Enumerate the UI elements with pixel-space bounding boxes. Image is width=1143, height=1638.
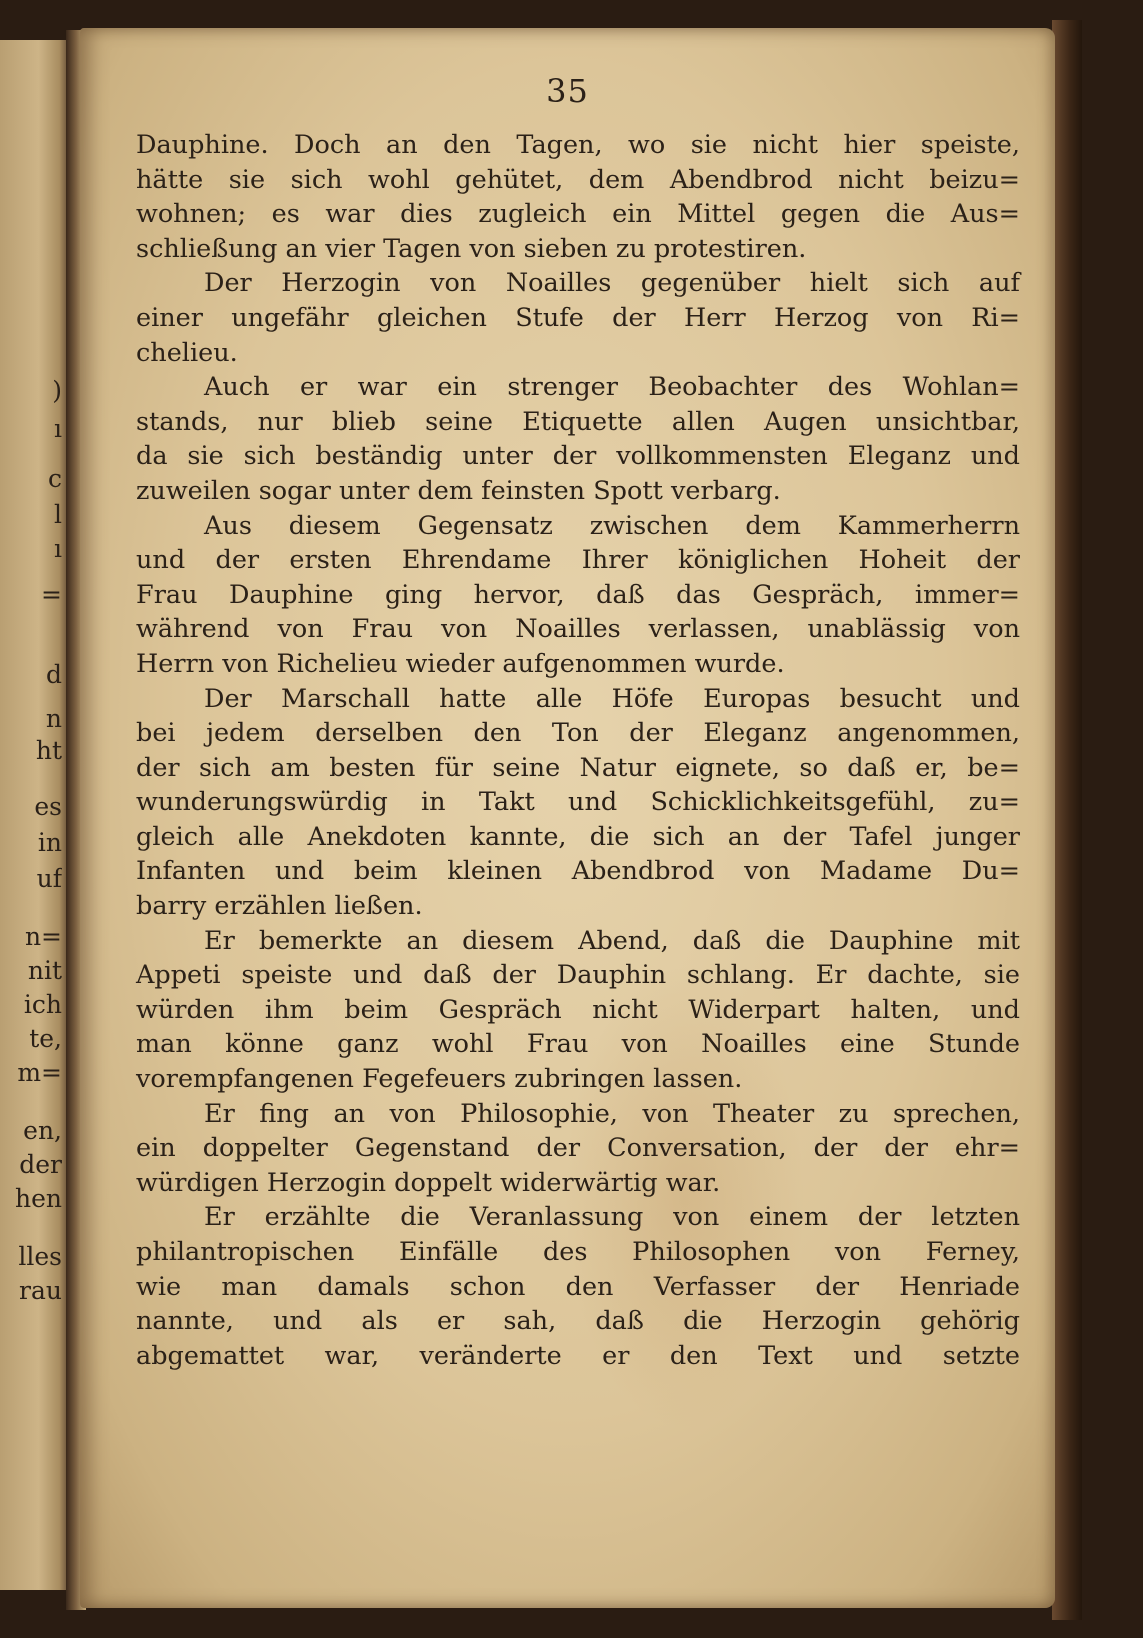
text-line: da sie sich beständig unter der vollkommensten Eleganz und bbox=[136, 441, 1020, 472]
text-line: man könne ganz wohl Frau von Noailles eine Stunde bbox=[136, 1029, 1020, 1060]
text-line: chelieu. bbox=[136, 337, 238, 368]
previous-page-fragment: n bbox=[45, 706, 62, 731]
text-line: bei jedem derselben den Ton der Eleganz angenommen, bbox=[136, 718, 1020, 749]
text-line: Er bemerkte an diesem Abend, daß die Dauphine mit bbox=[204, 925, 1020, 956]
previous-page-fragment: es bbox=[34, 794, 62, 819]
previous-page-fragment: m= bbox=[17, 1060, 62, 1085]
previous-page-fragment: in bbox=[37, 830, 62, 855]
text-line: schließung an vier Tagen von sieben zu protestiren. bbox=[136, 233, 807, 264]
text-line: gleich alle Anekdoten kannte, die sich an der Tafel junger bbox=[136, 821, 1020, 852]
previous-page-fragment: der bbox=[19, 1152, 62, 1177]
previous-page-fragment: uf bbox=[36, 866, 62, 891]
text-line: Der Herzogin von Noailles gegenüber hielt sich auf bbox=[204, 268, 1020, 299]
text-line: während von Frau von Noailles verlassen, unablässig von bbox=[136, 614, 1020, 645]
text-line: hätte sie sich wohl gehütet, dem Abendbrod nicht beizu= bbox=[136, 164, 1020, 195]
text-line: Dauphine. Doch an den Tagen, wo sie nicht hier speiste, bbox=[136, 130, 1020, 160]
previous-page-fragment: ı bbox=[54, 536, 62, 561]
text-line: würdigen Herzogin doppelt widerwärtig war. bbox=[136, 1167, 721, 1198]
text-line: und der ersten Ehrendame Ihrer königlichen Hoheit der bbox=[136, 545, 1020, 576]
text-line: philantropischen Einfälle des Philosophen von Ferney, bbox=[136, 1237, 1020, 1267]
text-line: der sich am besten für seine Natur eignete, so daß er, be= bbox=[136, 752, 1020, 783]
previous-page-edge bbox=[0, 40, 70, 1590]
previous-page-fragment: te, bbox=[29, 1026, 62, 1051]
text-line: ein doppelter Gegenstand der Conversation, der der ehr= bbox=[136, 1133, 1020, 1164]
previous-page-fragment: ht bbox=[35, 738, 62, 763]
previous-page-fragment: = bbox=[41, 582, 62, 607]
page-number: 35 bbox=[546, 72, 589, 110]
text-line: vorempfangenen Fegefeuers zubringen lassen. bbox=[136, 1064, 743, 1095]
text-line: abgemattet war, veränderte er den Text und setzte bbox=[136, 1340, 1020, 1371]
previous-page-fragment: nit bbox=[27, 958, 62, 983]
text-line: einer ungefähr gleichen Stufe der Herr Herzog von Ri= bbox=[136, 302, 1020, 333]
previous-page-fragment: l bbox=[54, 502, 62, 527]
text-line: Infanten und beim kleinen Abendbrod von Madame Du= bbox=[136, 856, 1020, 887]
text-line: Herrn von Richelieu wieder aufgenommen wurde. bbox=[136, 648, 785, 679]
previous-page-fragment: c bbox=[47, 466, 62, 491]
previous-page-fragment: rau bbox=[19, 1278, 62, 1303]
text-line: wunderungswürdig in Takt und Schicklichkeitsgefühl, zu= bbox=[136, 787, 1020, 818]
book-page bbox=[80, 28, 1055, 1608]
text-line: Appeti speiste und daß der Dauphin schlang. Er dachte, sie bbox=[136, 960, 1020, 991]
previous-page-fragment: hen bbox=[15, 1186, 62, 1211]
book-cover-edge bbox=[1052, 20, 1082, 1620]
text-line: zuweilen sogar unter dem feinsten Spott verbarg. bbox=[136, 475, 781, 506]
previous-page-fragment: ) bbox=[52, 378, 62, 403]
page-text bbox=[136, 128, 1020, 1373]
previous-page-fragment: lles bbox=[18, 1244, 62, 1269]
text-line: Er fing an von Philosophie, von Theater zu sprechen, bbox=[204, 1098, 1020, 1129]
text-line: Der Marschall hatte alle Höfe Europas besucht und bbox=[204, 683, 1020, 714]
previous-page-fragments bbox=[0, 40, 70, 1590]
text-line: Frau Dauphine ging hervor, daß das Gespräch, immer= bbox=[136, 579, 1020, 610]
text-line: barry erzählen ließen. bbox=[136, 891, 423, 922]
previous-page-fragment: ı bbox=[54, 416, 62, 441]
text-line: Auch er war ein strenger Beobachter des Wohlan= bbox=[204, 372, 1020, 403]
text-line: nannte, und als er sah, daß die Herzogin gehörig bbox=[136, 1306, 1020, 1337]
previous-page-fragment: en, bbox=[23, 1118, 62, 1143]
text-line: stands, nur blieb seine Etiquette allen Augen unsichtbar, bbox=[136, 406, 1020, 437]
text-line: würden ihm beim Gespräch nicht Widerpart halten, und bbox=[136, 994, 1020, 1025]
text-line: Aus diesem Gegensatz zwischen dem Kammerherrn bbox=[204, 510, 1020, 541]
text-line: wohnen; es war dies zugleich ein Mittel gegen die Aus= bbox=[136, 199, 1020, 230]
previous-page-fragment: ich bbox=[23, 992, 62, 1017]
text-line: wie man damals schon den Verfasser der Henriade bbox=[136, 1271, 1020, 1302]
previous-page-fragment: n= bbox=[24, 924, 62, 949]
previous-page-fragment: d bbox=[45, 662, 62, 687]
text-line: Er erzählte die Veranlassung von einem der letzten bbox=[204, 1202, 1020, 1233]
